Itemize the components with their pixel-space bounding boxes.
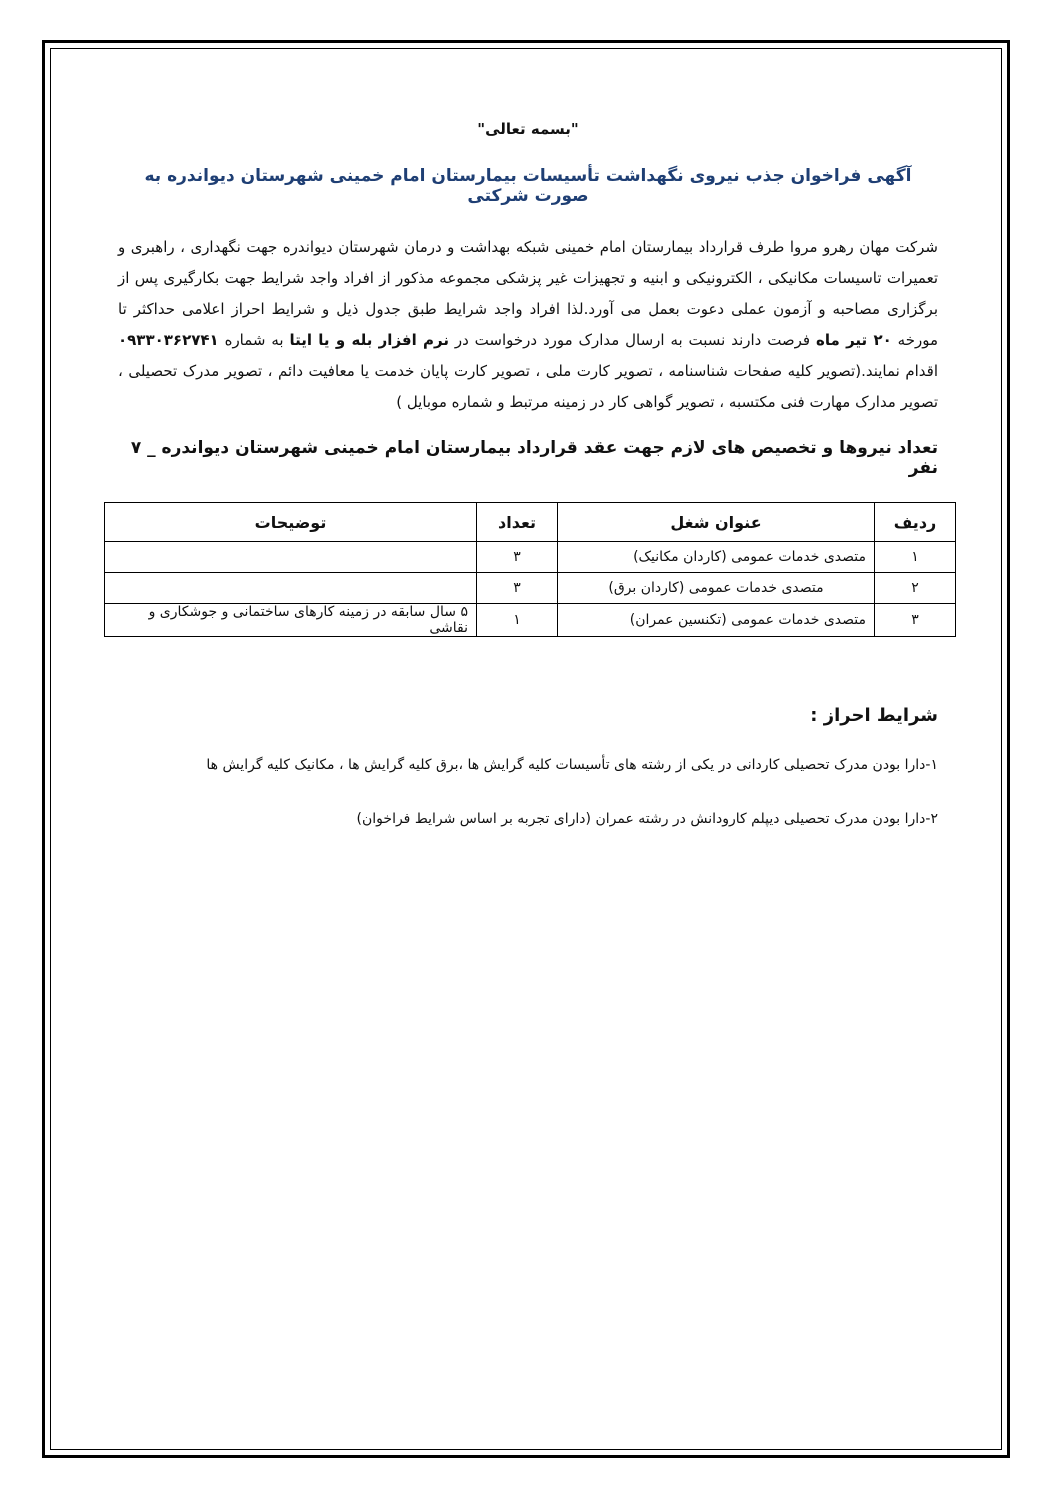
cell-description: ۵ سال سابقه در زمینه کارهای ساختمانی و جوشکاری و نقاشی: [105, 604, 477, 637]
table-header-row: [105, 503, 956, 542]
table-row: [105, 604, 956, 637]
intro-text-3: به شماره: [218, 331, 290, 349]
condition-item-2: ۲-دارا بودن مدرک تحصیلی دیپلم کارودانش در رشته عمران (دارای تجربه بر اساس شرایط فراخوان): [356, 811, 938, 827]
cell-row-number: ۲: [875, 573, 956, 604]
header-row-number: ردیف: [875, 503, 956, 542]
cell-job-title: متصدی خدمات عمومی (کاردان برق): [558, 573, 875, 604]
announcement-title: آگهی فراخوان جذب نیروی نگهداشت تأسیسات بیمارستان امام خمینی شهرستان دیواندره به صورت شرکتی: [144, 166, 912, 206]
table-row: [105, 542, 956, 573]
bismillah-heading: "بسمه تعالی": [477, 120, 579, 138]
header-job-title: عنوان شغل: [558, 503, 875, 542]
cell-job-title: متصدی خدمات عمومی (کاردان مکانیک): [558, 542, 875, 573]
cell-row-number: ۱: [875, 542, 956, 573]
condition-item-1: ۱-دارا بودن مدرک تحصیلی کاردانی در یکی از رشته های تأسیسات کلیه گرایش ها ،برق کلیه گرایش ها ، مکانیک کلیه گرایش ها: [206, 757, 938, 773]
cell-count: ۳: [477, 573, 558, 604]
deadline-date: ۲۰ تیر ماه: [815, 331, 892, 349]
conditions-title: شرایط احراز :: [810, 705, 938, 726]
intro-paragraph: [118, 232, 938, 418]
document-body: [118, 120, 938, 858]
contact-phone: ۰۹۳۳۰۳۶۲۷۴۱: [118, 331, 219, 349]
header-description: توضیحات: [105, 503, 477, 542]
header-count: تعداد: [477, 503, 558, 542]
cell-description: [105, 573, 477, 604]
table-heading: تعداد نیروها و تخصیص های لازم جهت عقد قرارداد بیمارستان امام خمینی شهرستان دیواندره _ ۷ نفر: [130, 438, 938, 478]
cell-description: [105, 542, 477, 573]
intro-text-4: اقدام نمایند.(تصویر کلیه صفحات شناسنامه ، تصویر کارت ملی ، تصویر کارت پایان خدمت یا معافیت دائم ، تصویر مدرک تحصیلی ، تصویر مدارک مهارت فنی مکتسبه ، تصویر گواهی کار در زمینه مرتبط و شماره موبایل ): [118, 362, 938, 411]
cell-job-title: متصدی خدمات عمومی (تکنسین عمران): [558, 604, 875, 637]
cell-row-number: ۳: [875, 604, 956, 637]
table-row: [105, 573, 956, 604]
intro-text-2: فرصت دارند نسبت به ارسال مدارک مورد درخواست در: [449, 331, 816, 349]
jobs-table: [104, 502, 956, 637]
intro-text-1: شرکت مهان رهرو مروا طرف قرارداد بیمارستان امام خمینی شبکه بهداشت و درمان شهرستان دیواندره جهت نگهداری ، راهبری و تعمیرات تاسیسات مکانیکی ، الکترونیکی و ابنیه و تجهیزات غیر پزشکی مجموعه مذکور از افراد واجد شرایط جهت بکارگیری پس از برگزاری مصاحبه و آزمون عملی دعوت بعمل می آورد.لذا افراد واجد شرایط طبق جدول ذیل و شرایط احراز اعلامی حداکثر تا مورخه: [118, 238, 939, 349]
messaging-apps: نرم افزار بله و یا ایتا: [289, 331, 450, 349]
cell-count: ۳: [477, 542, 558, 573]
cell-count: ۱: [477, 604, 558, 637]
